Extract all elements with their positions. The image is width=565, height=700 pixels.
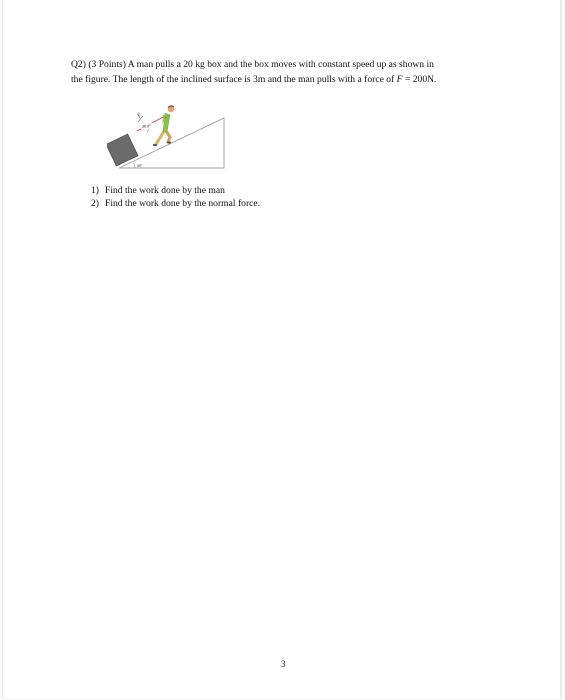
question-points: (3 Points) bbox=[88, 59, 126, 70]
incline-surface bbox=[119, 118, 224, 168]
list-item bbox=[91, 184, 260, 197]
question-line-1: A man pulls a 20 kg box and the box moves with constant speed up as shown in bbox=[127, 59, 434, 70]
question-parts bbox=[91, 184, 260, 210]
incline-figure bbox=[107, 94, 227, 169]
question-line-2: the figure. The length of the inclined surface is 3m and the man pulls with a force of bbox=[71, 74, 397, 85]
part-number: 1) bbox=[91, 185, 99, 196]
force-label: F bbox=[136, 112, 144, 120]
part-text: Find the work done by the man bbox=[105, 185, 225, 196]
list-item bbox=[91, 197, 260, 210]
incline-diagram bbox=[107, 94, 227, 169]
part-number: 2) bbox=[91, 198, 99, 209]
part-text: Find the work done by the normal force. bbox=[105, 198, 261, 209]
page-number: 3 bbox=[281, 659, 286, 669]
question-label: Q2) bbox=[71, 59, 86, 70]
document-page bbox=[2, 0, 561, 698]
force-equation: = 200N. bbox=[402, 74, 437, 85]
force-variable: F bbox=[396, 74, 403, 85]
pull-angle-label: 36.9° bbox=[142, 124, 151, 129]
incline-angle-label: 30° bbox=[137, 163, 143, 168]
question-text bbox=[71, 57, 501, 87]
man bbox=[153, 106, 174, 146]
